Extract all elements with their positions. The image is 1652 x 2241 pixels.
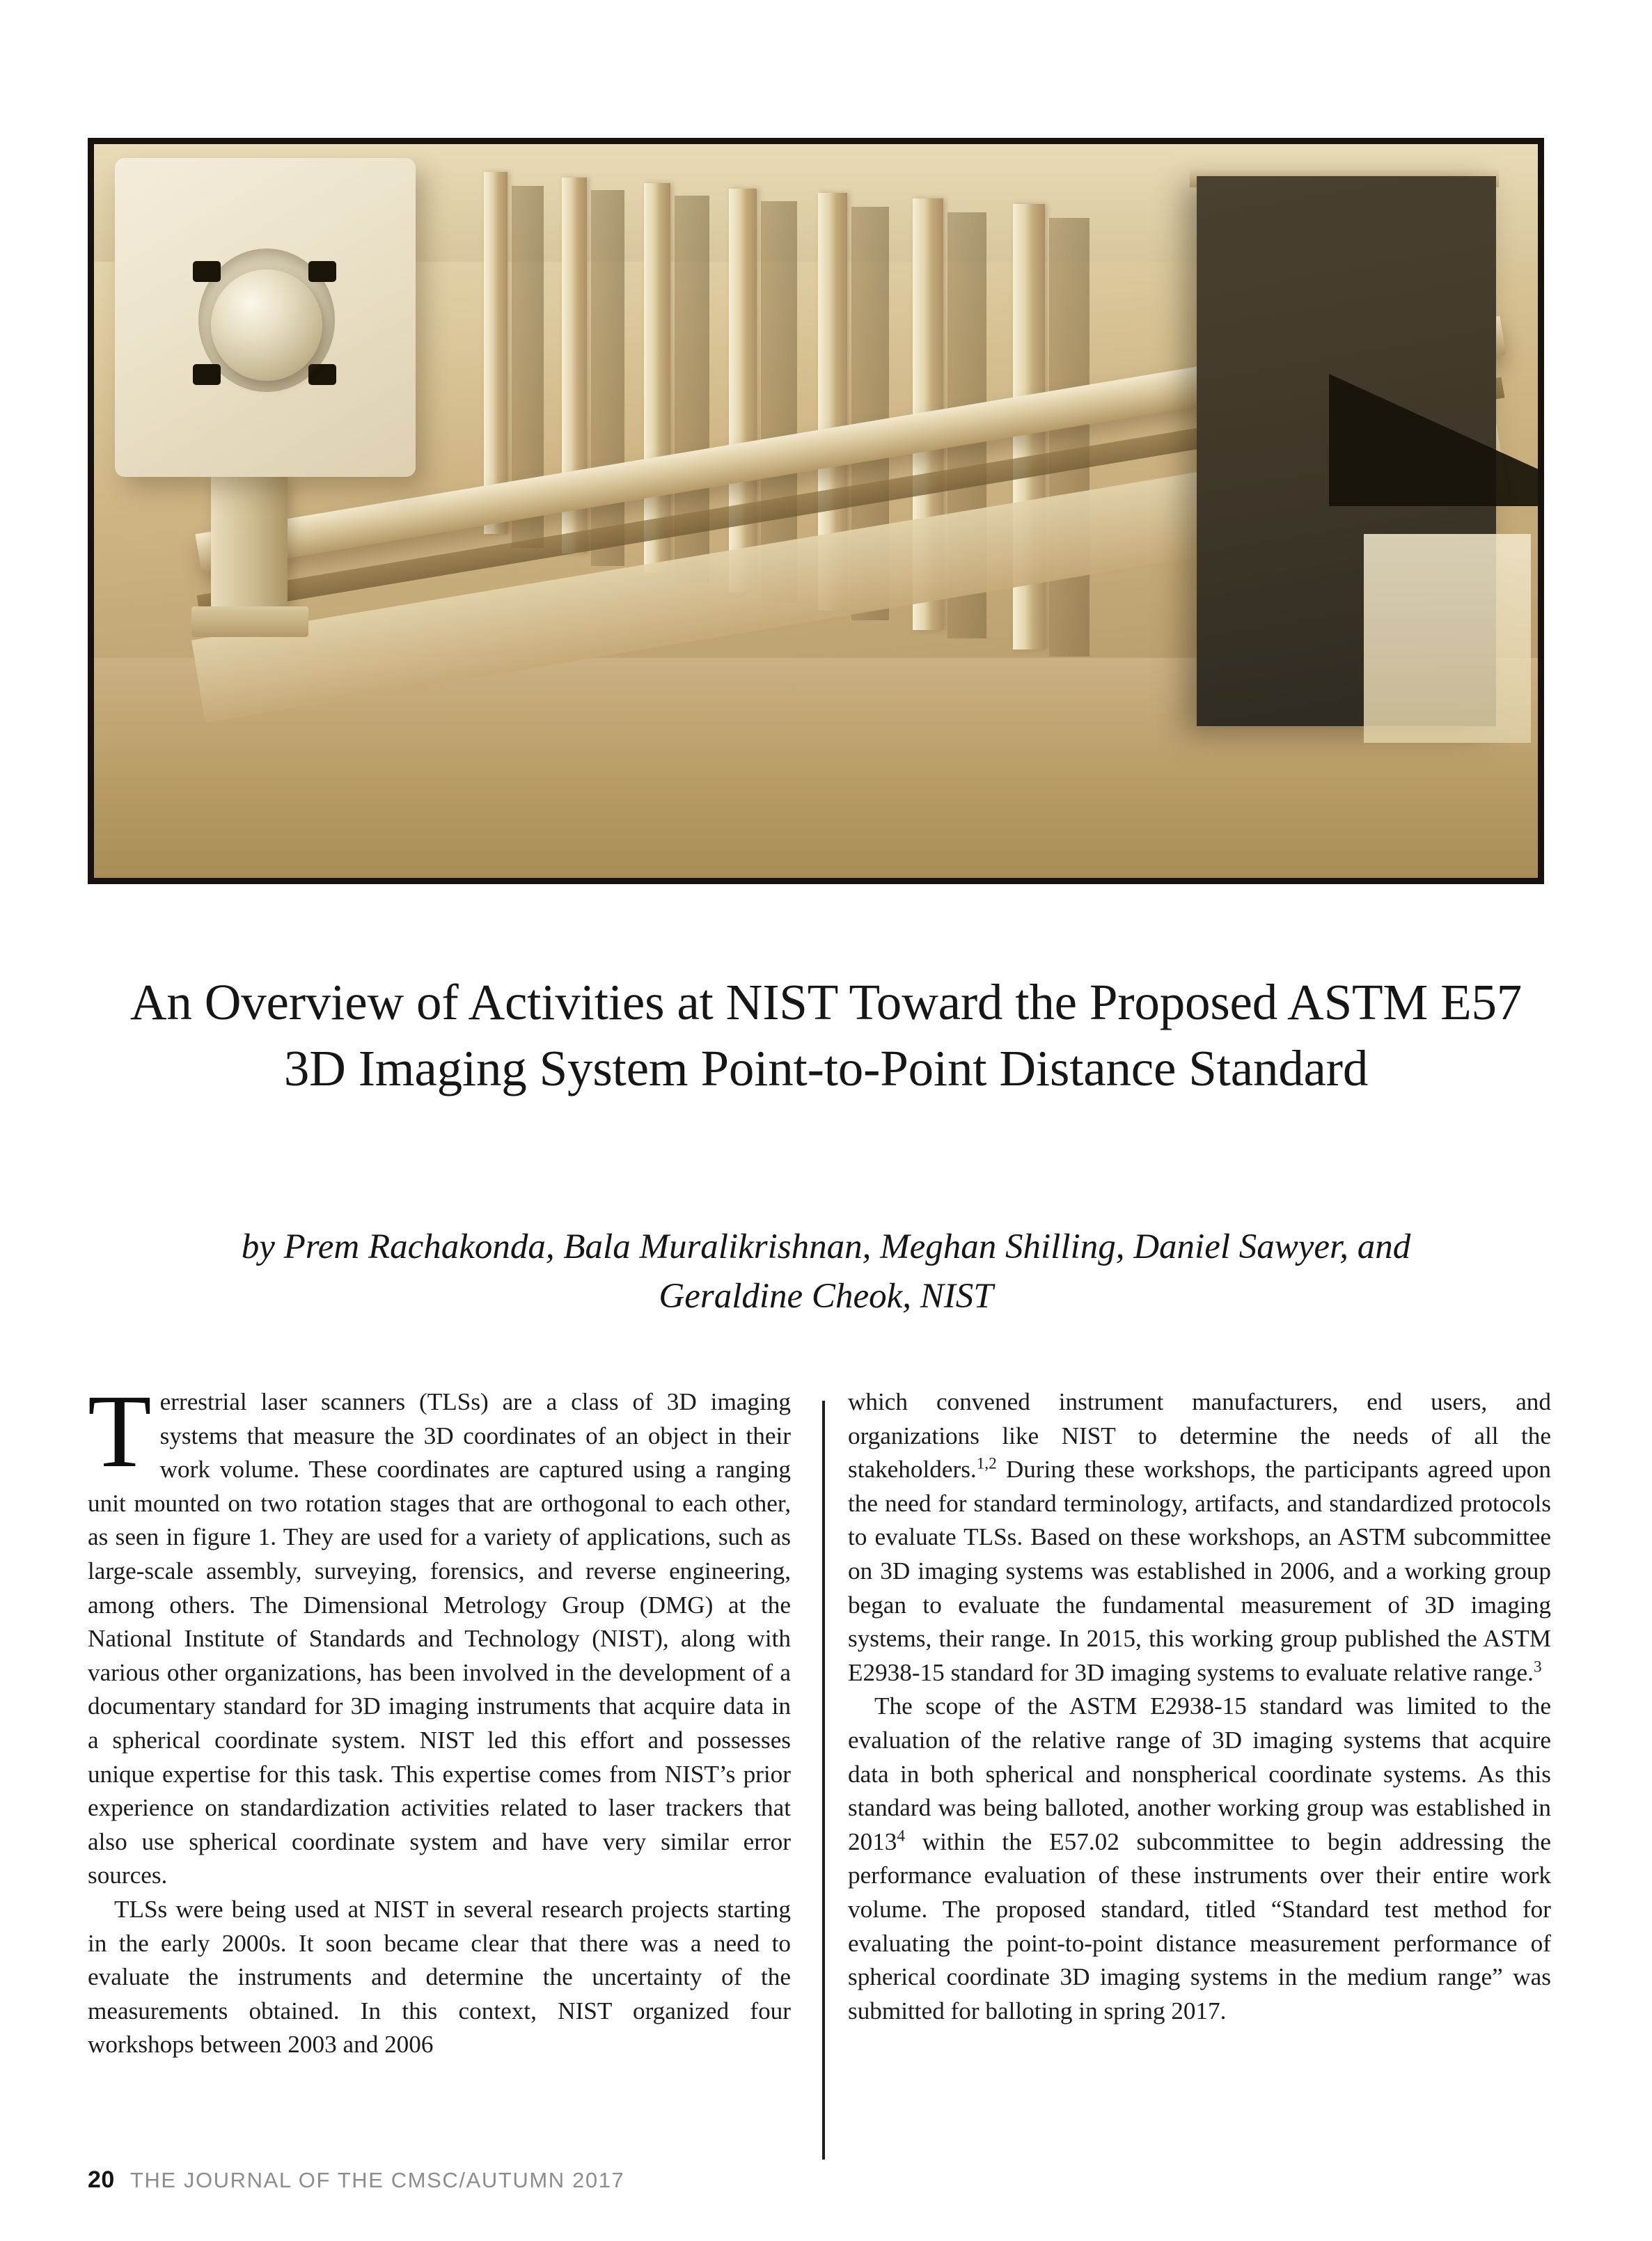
photo-sphere-target: [211, 269, 322, 381]
paragraph-intro: [88, 1374, 791, 1893]
workshops-text-a: which convened instrument manufacturers, end users, and organizations like NIST to determine the needs of all the stakeholders.: [848, 1388, 1551, 1484]
photo-clamp: [308, 261, 336, 282]
citation-ref-3[interactable]: 3: [1533, 1658, 1542, 1676]
photo-clamp: [308, 364, 336, 385]
footer-publication-line: THE JOURNAL OF THE CMSC/AUTUMN 2017: [129, 2168, 625, 2192]
paragraph-workshops: [848, 1385, 1551, 1690]
photo-bright-panel: [1364, 534, 1531, 743]
photo-post: [644, 183, 670, 573]
photo-post: [484, 172, 508, 534]
photo-post-shadow: [1049, 218, 1089, 656]
column-divider-rule: [822, 1401, 825, 2160]
page-footer: [88, 2167, 624, 2194]
workshops-text-b: During these workshops, the participants agreed upon the need for standard terminology, artifacts, and standardized protocols to evaluate TLSs. Based on these workshops, an ASTM subcommittee on 3D imaging systems was established in 2006, and a working group began to evaluate the fundamental measurement of 3D imaging systems, their range. In 2015, this working group published the ASTM E2938-15 standard for 3D imaging systems to evaluate relative range.: [848, 1456, 1551, 1686]
photo-target-pedestal: [211, 471, 288, 618]
body-column-left: [88, 1374, 791, 2062]
article-title: An Overview of Activities at NIST Toward the Proposed ASTM E57 3D Imaging System Point-to-Point Distance Standard: [129, 973, 1523, 1096]
scope-text-a: The scope of the ASTM E2938-15 standard was limited to the evaluation of the relative range of 3D imaging systems that acquire data in both spherical and nonspherical coordinate systems. As this standard was being balloted, another working group was established in 2013: [848, 1692, 1551, 1855]
paragraph-intro-text: errestrial laser scanners (TLSs) are a class of 3D imaging systems that measure the 3D coordinates of an object in their work volume. These coordinates are captured using a ranging unit mounted on two rotation stages that are orthogonal to each other, as seen in figure 1. They are used for a variety of applications, such as large-scale assembly, surveying, forensics, and reverse engineering, among others. The Dimensional Metrology Group (DMG) at the National Institute of Standards and Technology (NIST), along with various other organizations, has been involved in the development of a documentary standard for 3D imaging instruments that acquire data in a spherical coordinate system. NIST led this effort and possesses unique expertise for this task. This expertise comes from NIST’s prior experience on standardization activities related to laser trackers that also use spherical coordinate system and have very similar error sources.: [88, 1388, 791, 1889]
citation-ref-1[interactable]: 1,2: [976, 1454, 997, 1473]
photo-post-shadow: [591, 190, 624, 566]
photo-target-base: [191, 606, 308, 637]
scope-text-b: within the E57.02 subcommittee to begin addressing the performance evaluation of these instruments over their entire work volume. The proposed standard, titled “Standard test method for evaluating the point-to-point distance measurement performance of spherical coordinate 3D imaging systems in the medium range” was submitted for balloting in spring 2017.: [848, 1827, 1551, 2024]
paragraph-tls-history: TLSs were being used at NIST in several research projects starting in the early 2000s. It soon became clear that there was a need to evaluate the instruments and determine the uncertainty of the measurements obtained. In this context, NIST organized four workshops between 2003 and 2006: [88, 1895, 791, 2059]
photo-clamp: [193, 364, 221, 385]
body-column-right: [848, 1385, 1551, 2028]
drop-cap: T: [88, 1374, 152, 1489]
photo-scene: [94, 144, 1538, 878]
photo-clamp: [193, 261, 221, 282]
footer-page-number: 20: [88, 2167, 115, 2193]
photo-post: [729, 189, 757, 592]
photo-target-plate: [115, 158, 416, 477]
article-byline: by Prem Rachakonda, Bala Muralikrishnan, Meghan Shilling, Daniel Sawyer, and Geraldine Cheok, NIST: [241, 1227, 1411, 1316]
citation-ref-4[interactable]: 4: [897, 1826, 905, 1845]
article-hero-photo: [88, 138, 1544, 884]
paragraph-scope: [848, 1690, 1551, 2028]
